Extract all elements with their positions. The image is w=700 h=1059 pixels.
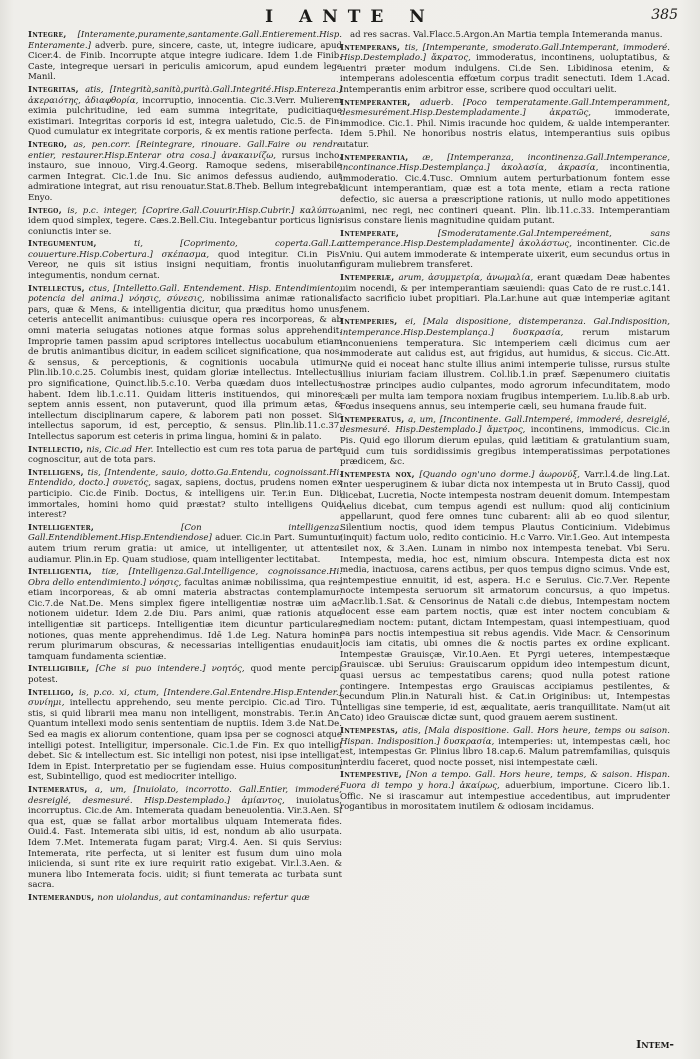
translation-gloss: is, p.c. integer, [Coprire.Gall.Couurir.Hisp.Cubrir.] <box>67 205 295 216</box>
headword: Intemperanter, <box>340 97 411 108</box>
greek-equivalent: συνετός, <box>112 478 151 489</box>
dictionary-entry <box>28 664 342 685</box>
translation-gloss: [Che si puo intendere.] <box>95 664 206 675</box>
translation-gloss: tis, [Intendente, sauio, dotto.Ga.Entendu, cognoissant.Hi. Entendido, docto.] <box>28 467 342 489</box>
headword: Intelligens, <box>28 467 84 478</box>
entry-body: aduerbium, importune. Cicero lib.1. Offic. Ne si irascamur aut intempestiue accedentibus, aut imprudenter rogantibus in morositatem inutilem & odiosam incidamus. <box>340 780 670 813</box>
headword: Intelligibile, <box>28 664 90 675</box>
headword: Integro, <box>28 139 68 150</box>
greek-equivalent: ἀκεραιότης, ἀδιαφθορία, <box>28 95 139 106</box>
dictionary-entry <box>28 688 342 783</box>
headword: Intemperate, <box>340 228 400 239</box>
headword: Intemperies, <box>340 317 398 328</box>
dictionary-entry <box>28 206 342 238</box>
dictionary-entry <box>28 140 342 204</box>
translation-gloss: as, pen.corr. [Reintegrare, rinouare. Gall.Faire ou rendre entier, restaurer.Hisp.Enterar otra cosa.] <box>28 139 342 161</box>
dictionary-entry <box>340 43 670 96</box>
greek-equivalent: ἄκρατος, <box>431 53 471 64</box>
greek-equivalent: νόησις, σύνεσις, <box>128 294 205 305</box>
entry-body: erant quædam Deæ habentes uim nocendi, & per intemperantiam sæuiendi: quas Cato de re rust.c.141. facto sacrificio iubet propitiari. Pla.Lar.hune aut quæ intemperiæ agitant fenem. <box>340 273 670 315</box>
dictionary-entry <box>28 85 342 138</box>
entry-body: idem quod simplex, tegere. Cæs.2.Bell.Ciu. Integebantur porticus lignis coniunctis inter se. <box>28 216 342 237</box>
entry-body: nobilissima animæ rationalis pars, quæ & Mens, & intelligentia dicitur, qua præditus homo unus, ceteris antecellit animantibus: cuiusque opera res incorporeas, & ab omni materia seiugatas notiones atque formas solus apprehendit. Improprie tamen passim apud scriptores intellectus uocabulum etiam de brutis animantibus dicitur, in eadem scilicet significatione, qua nos, & sensus, & perceptionis, & cognitionis uocabula utimur. Plin.lib.10.c.25. Columbis inest, quidam gloriæ intellectus. Intellectus pro significatione, Quinct.lib.5.c.10. Verba quædam duos intellectus habent. Idem lib.1.c.11. Quidam litteris instituendos, qui minores septem annis essent, non putaverunt, quod illa primum ætas, & intellectum disciplinarum capere, & laborem pati non posset. Sic intellectus saporum, id est, perceptio, & sensus. Plin.lib.11.c.37. Intellectus saporum est ceteris in prima lingua, homini & in palato. <box>28 294 342 442</box>
page-header <box>0 7 700 31</box>
greek-equivalent: δυσκρασία, <box>512 328 564 339</box>
entry-body: intemperies: ut, intempestas cæli, hoc est, intempestas Gr. Plinius libro 18.cap.6. Malum patremfamilias, quisquis interdiu faceret, quod nocte posset, nisi intempestate cæli. <box>340 736 670 768</box>
dictionary-entry <box>340 726 670 768</box>
entry-body: adverb. pure, sincere, caste, ut, integre iudicare, apud Cicer.4. de Finib. Incorrupte atque integre iudicare. Idem 1.de Finib. Caste, integreque uersari in periculis amicorum, apud eundem lege Manil. <box>28 40 342 83</box>
greek-equivalent: σκέπασμα, <box>161 249 210 260</box>
dictionary-entry <box>340 470 670 724</box>
headword: Intempesta nox, <box>340 469 415 480</box>
translation-gloss: arum, <box>398 273 425 284</box>
translation-gloss: tiæ, [Intelligenza.Gal.Intelligence, cognoissance.Hi. Obra dello entendimiento.] <box>28 567 342 588</box>
headword: Intempestas, <box>340 726 399 736</box>
headword: Intempestive, <box>340 770 402 781</box>
greek-equivalent: ἄμετρος, <box>486 425 526 436</box>
entry-body: immoderate, immodice. Cic.1. Phil. Nimis iracunde hoc quidem, & ualde intemperanter. Idem 5.Phil. Ne honoribus nostris elatus, intemperantius suis opibus utatur. <box>340 108 670 150</box>
page-number: 385 <box>651 7 678 23</box>
translation-gloss: [Quando ogn'uno dorme.] <box>419 469 535 480</box>
dictionary-entry <box>28 239 342 281</box>
right-column <box>340 30 670 1040</box>
translation-gloss: tis, [Intemperante, smoderato.Gall.Intemperant, immoderé. Hisp.Destemplado.] <box>340 42 670 64</box>
translation-gloss: ti, [Coprimento, coperta.Gall.La couuerture.Hisp.Cobertura.] <box>28 239 342 260</box>
dictionary-entry <box>28 445 342 466</box>
translation-gloss: ctus, [Intelletto.Gall. Entendement. Hisp. Entendimiento, potencia del anima.] <box>28 283 342 305</box>
headword: Intellectio, <box>28 444 84 455</box>
entry-body: inuiolatus, incorruptus. Cic.de Am. Intemerata quadam beneuolentia. Vir.3.Aen. Si qua est, quæ se fallat arbor mortalibus ulquam Intemerata fides. Ouid.4. Fast. Intemerata sibi uitis, id est, nondum ab alio usurpata. Idem 7.Met. Intemerata fugam parat; Virg.4. Aen. Si quis Servius: Intemerata, rite perfecta, ut si leniter est fusum dum uino mola iniicienda, si sunt rite ex iure requirit ratio exigebat. Vir.l.3.Aen. & munera libo Intemerata focis. uidit; si fiunt temerata ac turbata sunt sacra. <box>28 795 342 891</box>
headword: Intemperiæ, <box>340 273 395 284</box>
dictionary-entry <box>28 567 342 662</box>
greek-equivalent: ἀμίαντος, <box>241 795 285 806</box>
entry-body: Intellectio est cum res tota parua de parte cognoscitur, aut de tota pars. <box>28 444 342 466</box>
headword: Intemperans, <box>340 42 401 53</box>
greek-equivalent: νόησις, <box>149 577 182 588</box>
entry-body: immoderatus, incontinens, uoluptatibus, & uentri præter modum indulgens. Ci.de Sen. Libidinosa etenim, & intemperans adolescentia effœtum corpus tradit senectuti. Idem 1.Acad. Intemperantis enim arbitror esse, scribere quod occultari uelit. <box>340 53 670 95</box>
headword: Intelligenter, <box>28 522 95 533</box>
entry-body: incorruptio, innocentia. Cic.3.Verr. Mulierem eximia pulchritudine, ied eam summa integritate, pudicitiaque existimari. Integritas corporis id est, integra ualetudo, Cic.5. de Fin. Quod cumulatur ex integritate corporis, & ex mentis ratione perfecta. <box>28 95 342 138</box>
greek-equivalent: ἀσυμμετρία, ἀνωμαλία, <box>428 273 534 284</box>
headword: Intemerandus, <box>28 892 95 903</box>
entry-body: Varr.l.4.de ling.Lat. Inter uesperuginem & iubar dicta nox intempesta ut in Bruto Cassij, quod dicebat, Lucretia, Nocte intempesta nostram deuenit domum. Intempestam Aelius dicebat, cum tempus agendi est nullum: quod alij conticinium appellarunt, quod fere omnes tunc cubarent: alii ab eo quod silentur, Silentium noctis, quod idem tempus Plautus Conticinium. Videbimus (inquit) factum uolo, redito conticinio. H.c Varro. Vir.1.Geo. Aut intempesta silet nox, & 3.Aen. Lunam in nimbo nox intempesta tenebat. Vbi Seru. Intempesta, media, hoc est, nimium obscura. Intempesta dicta est nox media, inactuosa, carens actibus, per quos tempus digno scimus. Vnde est, intempestiue ennuitit, id est, aspera. H.c e Seruius. Cic.7.Ver. Repente nocte intempesta seruorum sit armatorum concursus, a quo impetus. Macr.lib.1.Sat. & Censorinus de Natali c.de diebus, Intempestam noctem docent esse eam partem noctis, quæ est inter noctem concubiam & mediam noctem: putant, dictam Intempestam, quasi intempestiuam, quod ea pars noctis intempestiua sit rebus agendis. Vide Macr. & Censorinum locis iam citatis, ubi omnes die & noctis partes ex ordine explicant. Intempestæ Grauisçæ, Vir.10.Aen. Et Pyrgi ueteres, intempestæque Grauiscæ. ubi Seruius: Grauiscarum oppidum ideo intempestum dicunt, quasi uersus ac tempestatibus carens; quod nulla potest ratione contingere. Intempestas ergo Grauiscas accipiamus pestilentes, & secundum Plin.in Naturali hist. & Cat.in Originibus: ut, Intempestas intelligas sine temperie, id est, æqualitate, aeris tranquillitate. Nam(ut ait Cato) ideo Grauiscæ dictæ sunt, quod grauem aerem sustinent. <box>340 469 670 724</box>
greek-equivalent: ἀωρονύξ, <box>539 469 580 480</box>
dictionary-entry <box>28 523 342 565</box>
translation-gloss: [Con intelligenza. Gall.Entendiblement.Hisp.Entendiendose] <box>28 522 342 544</box>
headword: Intemperatus, <box>340 414 405 425</box>
dictionary-entry <box>28 785 342 891</box>
dictionary-entry <box>340 153 670 227</box>
translation-gloss: æ, [Intemperanza, incontinenza.Gall.Intemperance, incontinance.Hisp.Destemplança.] <box>340 152 670 174</box>
dictionary-entry <box>340 415 670 468</box>
greek-equivalent: ἀκολάστως, <box>518 239 572 250</box>
entry-body: incontinens, immodicus. Cic.in Pis. Quid ego illorum dierum epulas, quid lætitiam & gratulantium suam, quid cum tuis sordidissimis gregibus intemperatissimas perpotationes prædicem, &c. <box>340 425 670 468</box>
headword: Integritas, <box>28 84 79 95</box>
headword: Integumentum, <box>28 239 97 250</box>
headword: Intemeratus, <box>28 784 88 795</box>
translation-gloss: nis, Cic.ad Her. <box>86 444 154 455</box>
catchword: Intem- <box>636 1038 674 1051</box>
entry-body: intellectu apprehendo, seu mente percipio. Cic.ad Tiro. Tu stis, si quid librarii mea manu non intelligent, monstrabis. Ter.in An. Quantum intellexi modo senis sententiam de nuptiis. Idem 3.de Nat.De. Sed ea magis ex aliorum contentione, quam ipsa per se cognosci atque intelligi potest. Intelligitur, impersonale. Cic.1.de Fin. Ex quo intelligi debet. Sic & intellectum est. Sic intelligi non potest, nisi ipse intelligat. Idem in Epist. Interpretatio per se fugiendam esse. Huius compositum est, Subintelligo, quod est mediocriter intelligo. <box>28 698 342 783</box>
entry-body: rursus incho, instauro, sue innouo, Virg.4.Georg. Ramoque sedens, miserabile carmen Integrat. Cic.1.de Inu. Sic animos defessus audiendo, aut admiratione integrat, aut risu renouatur.Stat.8.Theb. Bellum integrebat Enyo. <box>28 150 342 203</box>
entry-body: ad res sacras. Val.Flacc.5.Argon.An Martia templa Intemeranda manus. <box>350 30 663 40</box>
translation-gloss: atis, [Mala dispositione. Gall. Hors heure, temps ou saison. Hispan. Indisposition.] <box>340 726 670 747</box>
translation-gloss: [Interamente,puramente,santamente.Gall.Entierement.Hisp. Enteramente.] <box>28 30 342 51</box>
entry-body: quod integitur. Ci.in Pis. Vereor, ne quis sit istius insigni nequitiam, frontis inuolutam integumentis, nondum cernat. <box>28 249 342 282</box>
translation-gloss: atis, [Integrità,sanità,purità.Gall.Integrité.Hisp.Entereza.] <box>85 84 342 95</box>
greek-equivalent: δυσκρασία, <box>443 736 495 747</box>
translation-gloss: is, p.co. xi, ctum, [Intendere.Gal.Entendre.Hisp.Entender.] <box>78 687 342 698</box>
headword: Intellectus, <box>28 283 85 294</box>
entry-body: incontinentia, immoderatio. Cic.4.Tusc. Omnium autem perturbationum fontem esse dicunt intemperantiam, quæ est a tota mente, etiam a recta ratione defectio, sic auersa a præscriptione rationis, ut nullo modo appetitiones animi, nec regi, nec contineri queant. Plin. lib.11.c.33. Intemperantiam risus constare lienis magnitudine quidam putant. <box>340 163 670 227</box>
running-head: I ANTE N <box>265 7 435 27</box>
greek-equivalent: νοητός, <box>211 664 245 675</box>
entry-body: incontinenter. Cic.de Vniu. Qui autem immoderate & intemperate uixerit, eum secundus ortus in figuram muliebrem transferet. <box>340 239 670 271</box>
dictionary-entry <box>340 98 670 151</box>
dictionary-entry <box>28 468 342 521</box>
greek-equivalent: ἀκολασία, ἀκρασία, <box>501 163 599 174</box>
dictionary-entry <box>28 284 342 443</box>
dictionary-entry <box>28 30 342 83</box>
translation-gloss: aduerb. [Poco temperatamente.Gall.Intemperamment, desmesurément.Hisp.Destempladamente.] <box>340 97 670 119</box>
headword: Intemperantia, <box>340 152 409 163</box>
dictionary-entry <box>340 229 670 271</box>
greek-equivalent: ἀκρατῶς, <box>549 108 591 119</box>
greek-equivalent: καλύπτω, <box>299 205 342 216</box>
dictionary-entry <box>340 770 670 812</box>
entry-body: aduer. Cic.in Part. Sumuntur autem trium rerum gratia: ut amice, ut intelligenter, ut attente audiamur. Plin.in Ep. Quam studiose, quam intelligenter lectitabat. <box>28 533 342 565</box>
greek-equivalent: συνίημι, <box>28 698 65 709</box>
translation-gloss: [Smoderatamente.Gal.Intempereément, sans attemperance.Hisp.Destempladamente] <box>340 228 670 250</box>
headword: Intelligentia, <box>28 567 93 578</box>
translation-gloss: non uiolandus, aut contaminandus: refertur quæ <box>97 892 310 903</box>
headword: Integre, <box>28 30 67 40</box>
entry-body: facultas animæ nobilissima, qua res etiam incorporeas, & ab omni materia abstractas contemplamur. Cic.7.de Nat.De. Mens simplex figere intelligentiæ nostræ uim ac notionem uidetur. Idem 2.de Diu. Pars animi, quæ rationis atque intelligentiæ sit particeps. Intelligentiæ item dicuntur particulares notiones, quas mente apprehendimus. Idē 1.de Leg. Natura homini rerum plurimarum obscuras, & necessarias intelligentias enudauit, tamquam fundamenta scientiæ. <box>28 577 342 662</box>
dictionary-entry <box>28 893 342 904</box>
translation-gloss: a, um, [Incontinente. Gall.Intemperé, immoderé, desreiglé, desmesuré. Hisp.Destemplado.] <box>340 414 670 436</box>
entry-body: rerum mistarum inconueniens temperatura. Sic intemperiem cæli dicimus cum aer immoderate aut calidus est, aut frigidus, aut humidus, & siccus. Cic.Att. Ne quid ei noceat hanc stulte illius animi intemperie tulisse, rursus stulte illius iniuriam faciam illustrem. Col.lib.1.in præf. Sæpenumero ciuitatis nostræ principes audio culpantes, modo agrorum infecunditatem, modo cæli per multa iam tempora noxiam frugibus intemperiem. Lu.lib.8.ab urb. Fœdus insequens annus, seu intemperie cæli, seu humana fraude fuit. <box>340 328 670 413</box>
dictionary-entry <box>340 317 670 412</box>
entry-body: quod mente percipi potest. <box>28 664 342 686</box>
translation-gloss: a, um, [Inuiolato, incorrotto. Gall.Entier, immoderé, desreiglé, desmesuré. Hisp.Destemplado.] <box>28 784 342 806</box>
dictionary-entry <box>350 30 670 41</box>
headword: Intego, <box>28 205 62 216</box>
translation-gloss: ei, [Mala dispositione, distemperanza. Gal.Indisposition, intemperance.Hisp.Destemplança.] <box>340 317 670 339</box>
greek-equivalent: ἀκαίρως, <box>459 780 500 791</box>
left-column <box>28 30 342 1040</box>
dictionary-entry <box>340 273 670 315</box>
translation-gloss: [Non a tempo. Gall. Hors heure, temps, & saison. Hispan. Fuora di tempo y hora.] <box>340 770 670 791</box>
entry-body: sagax, sapiens, doctus, prudens nomen ex participio. Cic.de Finib. Doctus, & intelligens uir. Ter.in Eun. Dii immortales, homini homo quid præstat? stulto intelligens Quid interest? <box>28 478 342 521</box>
headword: Intelligo, <box>28 687 75 698</box>
greek-equivalent: ἀνακαινίζω, <box>221 150 277 161</box>
